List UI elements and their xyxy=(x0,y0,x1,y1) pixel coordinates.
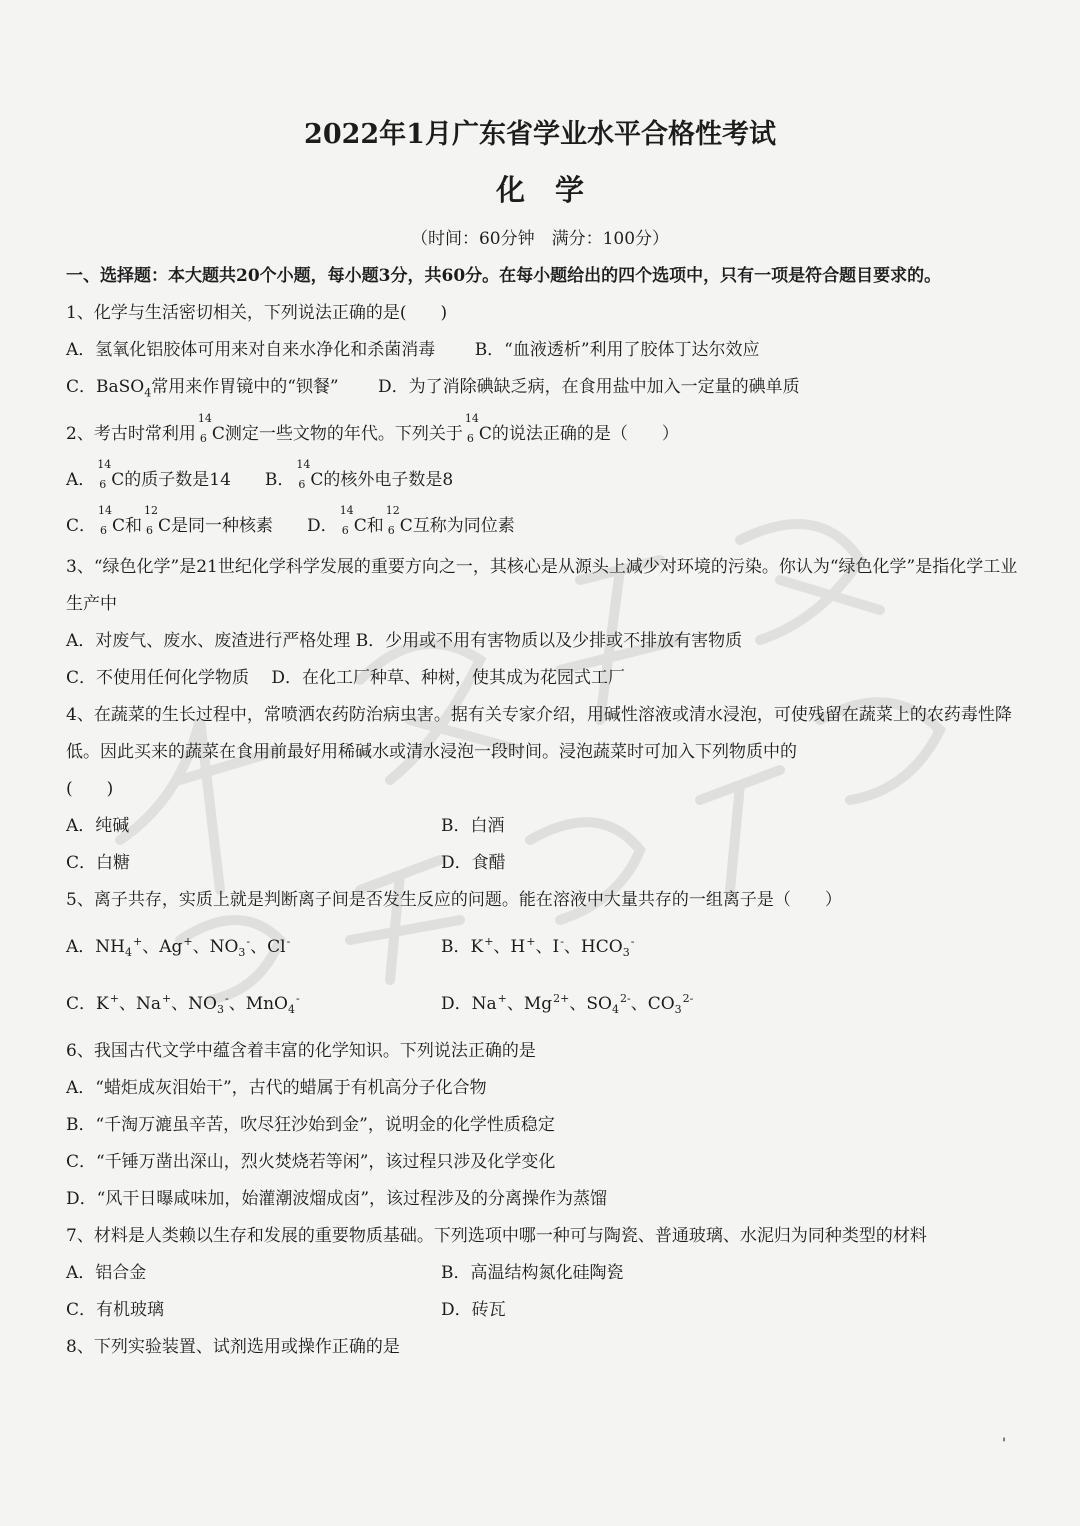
ion-symbol: NO xyxy=(188,994,217,1015)
q5-option-b-label: B． xyxy=(441,937,471,958)
q1-option-c-text-2: 常用来作胃镜中的“钡餐” xyxy=(151,377,339,397)
isotope-c14 xyxy=(196,412,212,446)
ion-iodide xyxy=(552,919,563,970)
q3-option-b: B．少用或不用有害物质以及少排或不排放有害物质 xyxy=(355,631,743,652)
ion-sulfate xyxy=(586,976,630,1033)
ion-sub: 4 xyxy=(611,1003,619,1017)
question-5-options-cd xyxy=(66,976,1018,1033)
q2-option-c-label: C． xyxy=(66,516,97,537)
question-3-options-ab xyxy=(66,623,1018,660)
q5-option-a-label: A． xyxy=(66,937,96,958)
ion-carbonate xyxy=(648,976,694,1033)
ion-symbol: K xyxy=(96,994,109,1015)
ion-charge: - xyxy=(246,935,251,949)
ion-nitrate xyxy=(210,919,251,976)
q1-option-d: D．为了消除碘缺乏病，在食用盐中加入一定量的碘单质 xyxy=(378,377,800,397)
q1-option-b: B．“血液透析”利用了胶体丁达尔效应 xyxy=(474,340,760,360)
separator: 、 xyxy=(171,994,189,1015)
q4-option-d: D．食醋 xyxy=(441,853,506,874)
q1-option-c-text: C．BaSO xyxy=(66,377,145,397)
separator: 、 xyxy=(250,937,268,958)
ion-sub: 4 xyxy=(124,946,132,960)
q2-option-a-label: A． xyxy=(66,470,96,491)
question-5-options-ab xyxy=(66,919,1018,976)
subject-heading: 化学 xyxy=(495,173,614,207)
q6-option-b: B．“千淘万漉虽辛苦，吹尽狂沙始到金”，说明金的化学性质稳定 xyxy=(66,1115,555,1136)
isotope-z: 6 xyxy=(146,524,154,538)
isotope-mass: 12 xyxy=(144,504,159,518)
separator: 、 xyxy=(192,937,210,958)
ion-symbol: I xyxy=(552,937,560,958)
question-4-options-ab xyxy=(66,808,1018,845)
q4-option-a: A．纯碱 xyxy=(66,816,130,837)
question-7-stem: 7、材料是人类赖以生存和发展的重要物质基础。下列选项中哪一种可与陶瓷、普通玻璃、水泥归为同种类型的材料 xyxy=(66,1226,927,1247)
ion-charge: - xyxy=(560,935,564,949)
ion-symbol: K xyxy=(470,937,484,958)
ion-magnesium xyxy=(524,976,570,1027)
ion-sodium xyxy=(136,976,171,1027)
q2-stem-part-1: 2、考古时常利用 xyxy=(66,424,196,445)
q2-stem-part-2: C测定一些文物的年代。下列关于 xyxy=(211,424,463,445)
ion-charge: + xyxy=(484,935,494,949)
separator: 、 xyxy=(535,937,553,958)
isotope-z: 6 xyxy=(99,478,107,492)
isotope-c14 xyxy=(294,458,311,492)
ion-charge: - xyxy=(224,992,229,1006)
q3-option-c: C．不使用任何化学物质 xyxy=(66,668,250,689)
question-2-options-ab xyxy=(66,457,1018,503)
ion-charge: - xyxy=(286,935,291,949)
question-2-stem xyxy=(66,411,1018,457)
isotope-z: 6 xyxy=(199,432,207,446)
q6-option-a: A．“蜡炬成灰泪始干”，古代的蜡属于有机高分子化合物 xyxy=(66,1078,487,1099)
isotope-mass: 14 xyxy=(97,458,112,472)
question-1-options-cd xyxy=(66,369,1018,411)
isotope-z: 6 xyxy=(341,524,349,538)
q6-option-d: D．“风干日曝咸味加，始灌潮波熘成卤”，该过程涉及的分离操作为蒸馏 xyxy=(66,1189,608,1210)
q7-option-c: C．有机玻璃 xyxy=(66,1300,165,1321)
isotope-c12 xyxy=(384,504,400,538)
isotope-mass: 12 xyxy=(385,504,400,518)
q4-option-b: B．白酒 xyxy=(441,816,505,837)
ion-charge: + xyxy=(161,992,172,1006)
q2-option-d-text: C和 xyxy=(353,516,384,537)
separator: 、 xyxy=(493,937,511,958)
ion-charge: + xyxy=(109,992,119,1006)
ion-charge: + xyxy=(132,935,143,949)
q2-option-d-text-2: C互称为同位素 xyxy=(399,516,515,537)
ion-sodium xyxy=(472,976,507,1027)
q2-option-b-text: C的核外电子数是8 xyxy=(310,470,454,491)
question-7-options-cd xyxy=(66,1292,1018,1329)
exam-title: 2022年1月广东省学业水平合格性考试 xyxy=(304,119,776,150)
page-mark: ' xyxy=(1002,1436,1006,1452)
ion-sub: 4 xyxy=(288,1003,295,1017)
ion-symbol: CO xyxy=(647,994,675,1015)
ion-symbol: Na xyxy=(471,994,497,1015)
ion-ammonium xyxy=(95,919,142,976)
question-2-options-cd xyxy=(66,503,1018,549)
ion-charge: + xyxy=(183,935,193,949)
q4-option-c: C．白糖 xyxy=(66,853,131,874)
isotope-z: 6 xyxy=(387,524,395,538)
isotope-c12 xyxy=(142,504,159,538)
exam-meta: （时间：60分钟 满分：100分） xyxy=(410,229,670,249)
separator: 、 xyxy=(142,937,160,958)
ion-symbol: Na xyxy=(135,994,161,1015)
ion-nitrate xyxy=(188,976,229,1033)
question-3-stem: 3、“绿色化学”是21世纪化学科学发展的重要方向之一，其核心是从源头上减少对环境的污染。你认为“绿色化学”是指化学工业生产中 xyxy=(66,557,1018,615)
ion-potassium xyxy=(96,976,119,1027)
ion-symbol: HCO xyxy=(580,937,623,958)
ion-potassium xyxy=(471,919,494,970)
q1-option-c-sub: 4 xyxy=(144,386,152,400)
isotope-z: 6 xyxy=(100,524,108,538)
question-4-stem: 4、在蔬菜的生长过程中，常喷洒农药防治病虫害。据有关专家介绍，用碱性溶液或清水浸泡，可使残留在蔬菜上的农药毒性降低。因此买来的蔬菜在食用前最好用稀碱水或清水浸泡一段时间。浸泡蔬菜时可加入下列物质中的 xyxy=(66,705,1012,763)
separator: 、 xyxy=(228,994,246,1015)
q3-option-d: D．在化工厂种草、种树，使其成为花园式工厂 xyxy=(271,668,626,689)
ion-symbol: Mg xyxy=(523,994,553,1015)
separator: 、 xyxy=(506,994,524,1015)
exam-content xyxy=(66,258,1018,1366)
isotope-c14 xyxy=(96,504,113,538)
question-1-options-ab xyxy=(66,332,1018,369)
isotope-mass: 14 xyxy=(339,504,354,518)
ion-charge: - xyxy=(296,992,300,1006)
question-7-options-ab xyxy=(66,1255,1018,1292)
ion-silver xyxy=(159,919,192,970)
q5-option-b xyxy=(441,919,1018,976)
q5-option-d-label: D． xyxy=(441,994,472,1015)
q2-option-b-label: B． xyxy=(264,470,295,491)
separator: 、 xyxy=(118,994,136,1015)
isotope-z: 6 xyxy=(298,478,306,492)
separator: 、 xyxy=(563,937,581,958)
isotope-c14 xyxy=(95,458,112,492)
ion-symbol: Ag xyxy=(159,937,183,958)
ion-sub: 3 xyxy=(216,1003,224,1017)
ion-symbol: Cl xyxy=(267,937,286,958)
question-8-stem: 8、下列实验装置、试剂选用或操作正确的是 xyxy=(66,1337,400,1358)
question-5-stem: 5、离子共存，实质上就是判断离子间是否发生反应的问题。能在溶液中大量共存的一组离子是（ ） xyxy=(66,890,842,911)
ion-symbol: MnO xyxy=(245,994,288,1015)
q5-option-c xyxy=(66,976,441,1033)
question-4-paren: ( ) xyxy=(66,779,114,800)
question-1-stem: 1、化学与生活密切相关，下列说法正确的是( ) xyxy=(66,303,448,323)
q7-option-b: B．高温结构氮化硅陶瓷 xyxy=(441,1263,624,1284)
question-4-options-cd xyxy=(66,845,1018,882)
separator: 、 xyxy=(630,994,648,1015)
ion-symbol: NO xyxy=(209,937,239,958)
q5-option-c-label: C． xyxy=(66,994,97,1015)
ion-charge: 2+ xyxy=(553,992,570,1006)
q2-option-d-label: D． xyxy=(307,516,338,537)
ion-bicarbonate xyxy=(581,919,635,976)
ion-sub: 3 xyxy=(622,946,630,960)
ion-symbol: SO xyxy=(586,994,612,1015)
ion-hydrogen xyxy=(510,919,535,970)
section-heading: 一、选择题：本大题共20个小题，每小题3分，共60分。在每小题给出的四个选项中，只有一项是符合题目要求的。 xyxy=(66,266,942,286)
isotope-mass: 14 xyxy=(98,504,113,518)
ion-symbol: H xyxy=(510,937,526,958)
ion-symbol: NH xyxy=(95,937,125,958)
q5-option-a xyxy=(66,919,441,976)
ion-chloride xyxy=(267,919,290,970)
q2-option-c-text-2: C是同一种核素 xyxy=(158,516,274,537)
ion-sub: 3 xyxy=(238,946,246,960)
q2-option-a-text: C的质子数是14 xyxy=(111,470,231,491)
isotope-mass: 14 xyxy=(464,412,479,426)
q2-option-c-text: C和 xyxy=(112,516,143,537)
q6-option-c: C．“千锤万凿出深山，烈火焚烧若等闲”，该过程只涉及化学变化 xyxy=(66,1152,556,1173)
q3-option-a: A．对废气、废水、废渣进行严格处理 xyxy=(66,631,351,652)
isotope-c14 xyxy=(338,504,354,538)
isotope-c14 xyxy=(463,412,479,446)
question-6-stem: 6、我国古代文学中蕴含着丰富的化学知识。下列说法正确的是 xyxy=(66,1041,536,1062)
ion-charge: + xyxy=(526,935,536,949)
q7-option-d: D．砖瓦 xyxy=(441,1300,506,1321)
q7-option-a: A．铝合金 xyxy=(66,1263,147,1284)
q5-option-d xyxy=(441,976,1018,1033)
q1-option-a: A．氢氧化铝胶体可用来对自来水净化和杀菌消毒 xyxy=(66,340,436,360)
ion-charge: 2- xyxy=(619,992,631,1006)
ion-charge: 2- xyxy=(682,992,694,1006)
q2-stem-part-3: C的说法正确的是（ ） xyxy=(478,424,679,445)
ion-charge: - xyxy=(630,935,635,949)
ion-sub: 3 xyxy=(674,1003,682,1017)
separator: 、 xyxy=(569,994,587,1015)
isotope-mass: 14 xyxy=(197,412,212,426)
isotope-z: 6 xyxy=(466,432,474,446)
ion-permanganate xyxy=(246,976,300,1033)
ion-charge: + xyxy=(497,992,507,1006)
isotope-mass: 14 xyxy=(296,458,311,472)
q1-option-c xyxy=(66,377,339,400)
question-3-options-cd xyxy=(66,660,1018,697)
